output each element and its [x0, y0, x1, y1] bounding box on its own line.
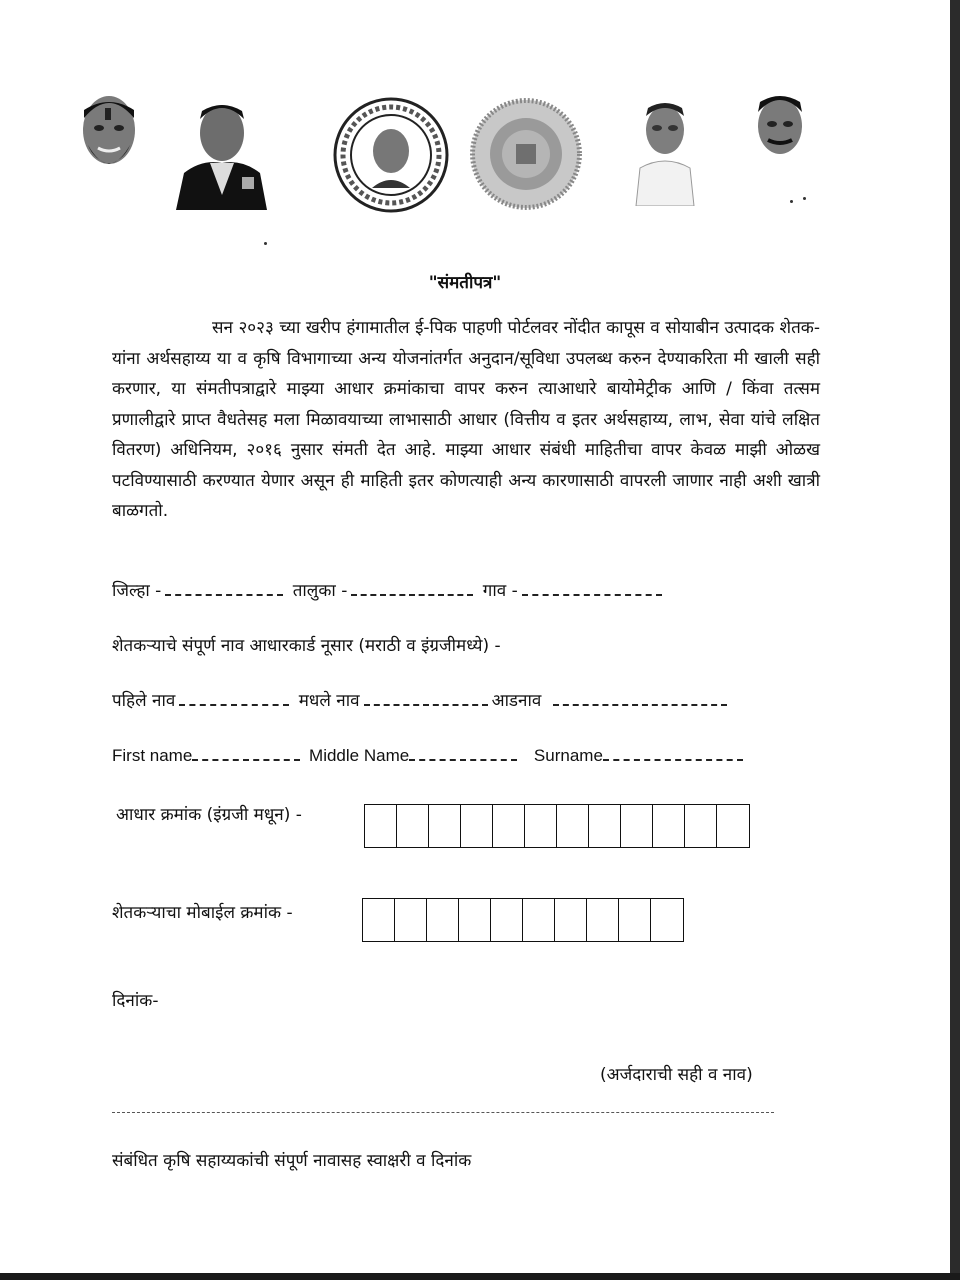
first-name-en-label: First name [112, 746, 193, 765]
mobile-digit-box[interactable] [459, 899, 491, 941]
aadhaar-digit-box[interactable] [685, 805, 717, 847]
document-title: "संमतीपत्र" [428, 273, 502, 293]
surname-en-label: Surname [533, 746, 603, 765]
portrait-icon-4 [742, 88, 812, 208]
surname-en-field[interactable] [603, 755, 743, 761]
district-label: जिल्हा - [112, 581, 162, 601]
aadhaar-digit-box[interactable] [717, 805, 749, 847]
marathi-name-row [112, 688, 731, 711]
aadhaar-digit-box[interactable] [621, 805, 653, 847]
mobile-digit-box[interactable] [651, 899, 683, 941]
aadhaar-digit-box[interactable] [589, 805, 621, 847]
portrait-icon-3 [632, 96, 698, 206]
taluka-label: तालुका - [292, 581, 348, 601]
mobile-digit-box[interactable] [491, 899, 523, 941]
middle-name-mr-field[interactable] [364, 700, 488, 706]
consent-paragraph [112, 313, 820, 527]
mobile-label: शेतकऱ्याचा मोबाईल क्रमांक - [112, 903, 293, 923]
first-name-en-field[interactable] [192, 755, 300, 761]
aadhaar-boxes[interactable] [364, 804, 750, 848]
mobile-digit-box[interactable] [619, 899, 651, 941]
mobile-digit-box[interactable] [555, 899, 587, 941]
english-name-row [112, 746, 747, 766]
location-row [112, 578, 666, 601]
middle-name-en-label: Middle Name [309, 746, 410, 765]
speck-mark [790, 200, 793, 203]
mobile-boxes[interactable] [362, 898, 684, 942]
surname-mr-field[interactable] [553, 700, 727, 706]
aadhaar-digit-box[interactable] [461, 805, 493, 847]
first-name-mr-field[interactable] [179, 700, 289, 706]
photo-frame-bottom [0, 1273, 960, 1280]
speck-mark [264, 242, 267, 245]
aadhaar-digit-box[interactable] [365, 805, 397, 847]
aadhaar-digit-box[interactable] [429, 805, 461, 847]
taluka-field[interactable] [351, 590, 473, 596]
aadhaar-label: आधार क्रमांक (इंग्रजी मधून) - [116, 805, 302, 825]
department-seal-icon [332, 96, 450, 214]
district-field[interactable] [165, 590, 283, 596]
mobile-digit-box[interactable] [363, 899, 395, 941]
mobile-digit-box[interactable] [395, 899, 427, 941]
first-name-mr-label: पहिले नाव [112, 691, 176, 711]
mobile-digit-box[interactable] [427, 899, 459, 941]
assistant-signature-label: संबंधित कृषि सहाय्यकांची संपूर्ण नावासह स्वाक्षरी व दिनांक [112, 1151, 472, 1171]
aadhaar-digit-box[interactable] [557, 805, 589, 847]
portrait-icon-2 [172, 95, 267, 210]
aadhaar-digit-box[interactable] [493, 805, 525, 847]
aadhaar-digit-box[interactable] [525, 805, 557, 847]
consent-text: सन २०२३ च्या खरीप हंगामातील ई-पिक पाहणी पोर्टलवर नोंदीत कापूस व सोयाबीन उत्पादक शेतक-यांना अर्थसहाय्य या व कृषि विभागाच्या अन्य योजनांतर्गत अनुदान/सूविधा उपलब्ध करुन देण्याकरिता मी खाली सही करणार, या संमतीपत्राद्वारे माझ्या आधार क्रमांकाचा वापर करुन त्याआधारे बायोमेट्रीक आणि / किंवा तत्सम प्रणालीद्वारे प्राप्त वैधतेसह मला मिळावयाच्या लाभासाठी आधार (वित्तीय व इतर अर्थसहाय्य, लाभ, सेवा यांचे लक्षित वितरण) अधिनियम, २०१६ नुसार संमती देत आहे. माझ्या आधार संबंधी माहितीचा वापर केवळ माझी ओळख पटविण्यासाठी करण्यात येणार असून ही माहिती इतर कोणत्याही अन्य कारणासाठी वापरली जाणार नाही अशी खात्री बाळगतो. [112, 318, 820, 521]
mobile-digit-box[interactable] [523, 899, 555, 941]
middle-name-mr-label: मधले नाव [298, 691, 360, 711]
mobile-digit-box[interactable] [587, 899, 619, 941]
date-label: दिनांक- [112, 991, 159, 1011]
aadhaar-digit-box[interactable] [397, 805, 429, 847]
applicant-signature-label: (अर्जदाराची सही व नाव) [600, 1065, 753, 1085]
middle-name-en-field[interactable] [409, 755, 517, 761]
state-emblem-icon [470, 98, 582, 210]
aadhaar-digit-box[interactable] [653, 805, 685, 847]
photo-frame-edge [950, 0, 960, 1280]
village-label: गाव - [482, 581, 518, 601]
portrait-icon-1 [74, 90, 144, 185]
full-name-note: शेतकऱ्याचे संपूर्ण नाव आधारकार्ड नूसार (मराठी व इंग्रजीमध्ये) - [112, 636, 501, 656]
surname-mr-label: आडनाव [491, 691, 542, 711]
speck-mark [803, 197, 806, 200]
village-field[interactable] [522, 590, 662, 596]
separator-line [112, 1112, 774, 1113]
